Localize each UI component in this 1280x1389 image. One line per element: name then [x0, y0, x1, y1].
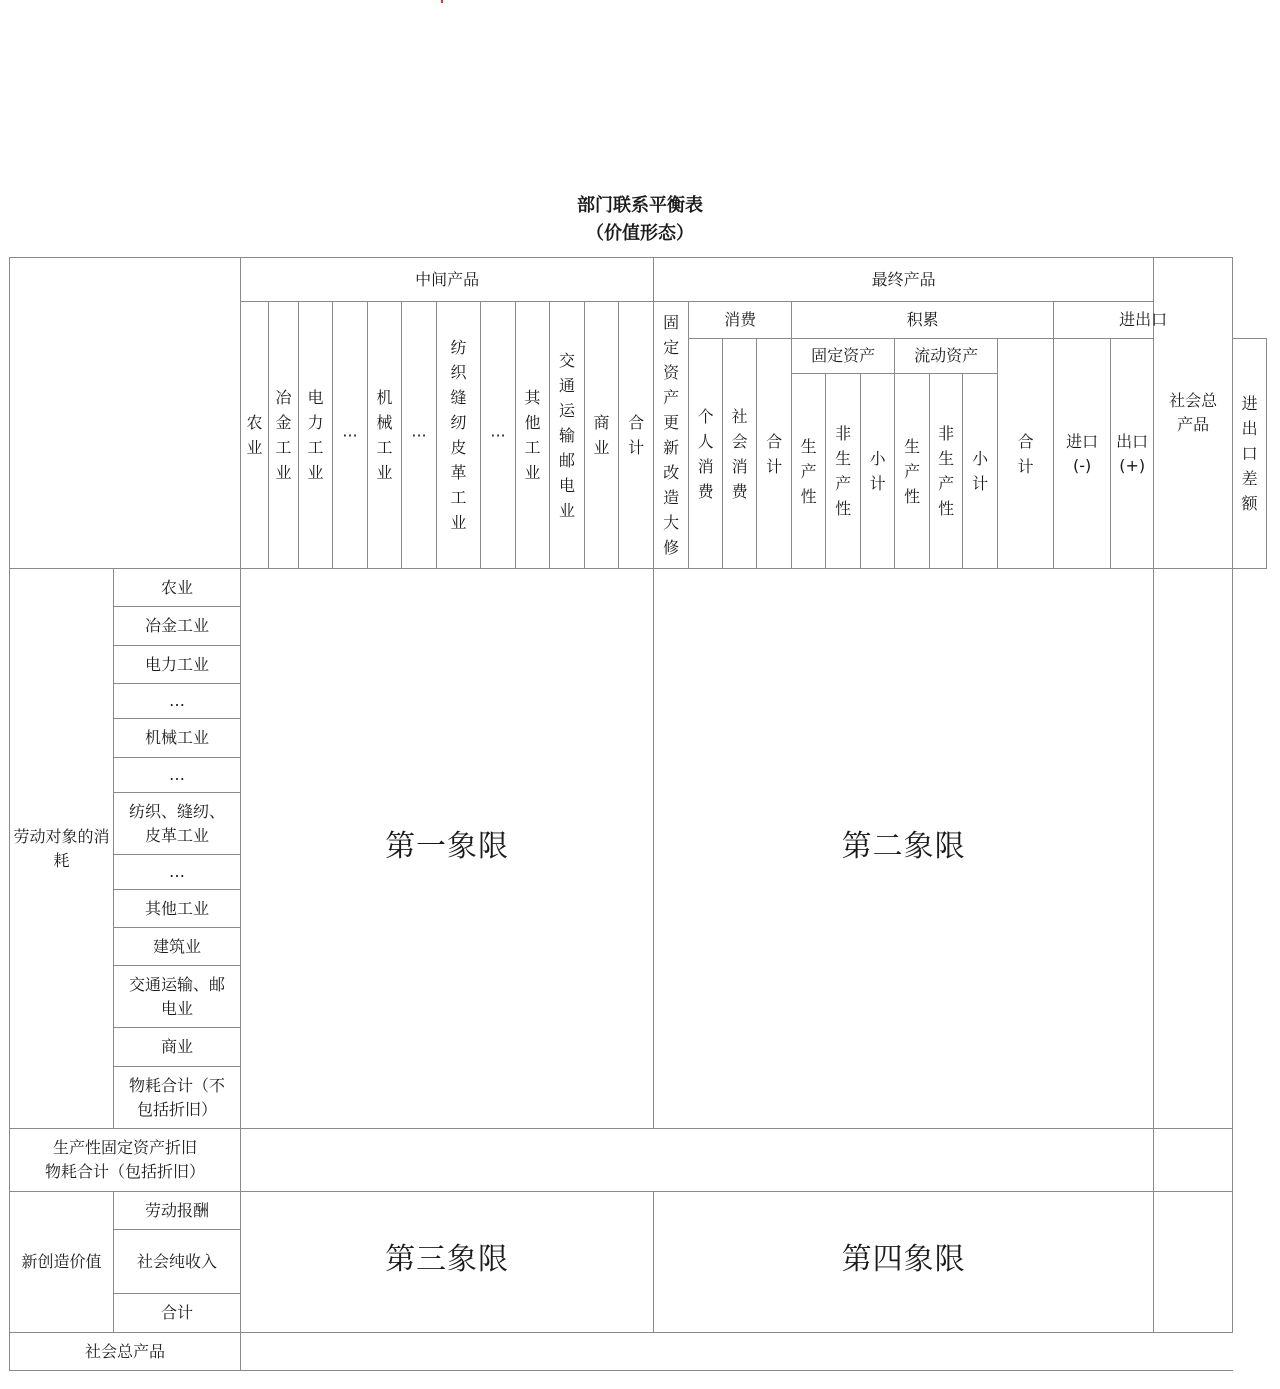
row-label-sector — [114, 793, 241, 855]
row-label-text: 纺织、缝纫、皮革工业 — [128, 801, 225, 845]
row-label-sector: 其他工业 — [114, 890, 241, 928]
col-label: 农业 — [246, 413, 263, 457]
row-label-depreciation-text: 生产性固定资产折旧 — [52, 1138, 197, 1157]
row-label-text: 物耗合计（不包括折旧） — [128, 1075, 225, 1119]
col-header-sector — [585, 302, 619, 569]
col-label: 机械工业 — [376, 388, 393, 482]
row-label-new-value-total: 合计 — [114, 1294, 241, 1333]
col-label: ··· — [411, 425, 427, 445]
col-label: 进口(-) — [1066, 431, 1099, 475]
row-label-sector: … — [114, 855, 241, 890]
col-header-sector — [437, 302, 481, 569]
col-header-sector — [269, 302, 299, 569]
col-header-sector — [619, 302, 654, 569]
table-title: 部门联系平衡表 — [577, 195, 703, 216]
col-header-fixed-asset-renewal — [654, 302, 689, 569]
row-label-material-total-incl: 物耗合计（包括折旧） — [44, 1162, 205, 1181]
col-label: 纺织缝纫皮革工业 — [450, 338, 467, 532]
depreciation-total-cell — [1154, 1129, 1233, 1192]
col-header-consumption-total — [757, 339, 792, 569]
col-label: 非生产性 — [938, 424, 955, 518]
col-label: 社会消费 — [731, 406, 748, 501]
row-label-sector — [114, 966, 241, 1028]
col-header-fixed-nonproductive — [826, 374, 861, 569]
total-social-product-col-q34 — [1154, 1192, 1233, 1333]
total-social-product-data-row — [241, 1333, 1233, 1371]
quadrant-1 — [241, 569, 654, 1129]
quadrant-label: 第一象限 — [385, 828, 510, 864]
row-label-sector: … — [114, 758, 241, 793]
row-label-sector: … — [114, 684, 241, 719]
col-label: 合计 — [766, 431, 783, 476]
col-header-sector — [550, 302, 585, 569]
row-label-sector: 机械工业 — [114, 719, 241, 758]
row-label-labor-compensation: 劳动报酬 — [114, 1192, 241, 1230]
quadrant-label: 第二象限 — [841, 828, 966, 864]
col-header-sector — [516, 302, 550, 569]
row-label-sector: 冶金工业 — [114, 607, 241, 646]
col-label: 小计 — [972, 449, 989, 493]
col-label: 电力工业 — [307, 388, 324, 482]
row-label-text: 交通运输、邮电业 — [128, 974, 225, 1018]
col-label: 个人消费 — [697, 406, 714, 501]
header-fixed-assets: 固定资产 — [792, 339, 895, 374]
col-label: 出口(+) — [1116, 431, 1149, 475]
col-header-current-productive — [895, 374, 930, 569]
header-accumulation: 积累 — [792, 302, 1054, 339]
col-label: 合计 — [628, 413, 645, 457]
col-header-sector — [241, 302, 269, 569]
row-label-social-net-income: 社会纯收入 — [114, 1230, 241, 1294]
quadrant-3 — [241, 1192, 654, 1333]
col-header-sector — [402, 302, 437, 569]
col-header-current-subtotal — [963, 374, 998, 569]
row-group-label: 劳动对象的消耗 — [13, 826, 110, 870]
col-label: ··· — [342, 425, 358, 445]
header-total-social-product-label: 社会总产品 — [1169, 391, 1218, 434]
header-final-products: 最终产品 — [654, 258, 1154, 302]
header-intermediate-products: 中间产品 — [241, 258, 654, 302]
col-label: 固定资产更新改造大修 — [663, 313, 680, 557]
col-label: 商业 — [593, 413, 610, 457]
row-label-total-social-product: 社会总产品 — [10, 1333, 241, 1371]
col-header-personal-consumption — [689, 339, 723, 569]
col-header-fixed-productive — [792, 374, 826, 569]
row-label-sector: 建筑业 — [114, 928, 241, 966]
quadrant-label: 第三象限 — [385, 1242, 510, 1277]
header-trade: 进出口 — [1054, 302, 1233, 339]
col-label: 生产性 — [800, 436, 817, 506]
col-header-import — [1054, 339, 1111, 569]
row-group-new-value: 新创造价值 — [10, 1192, 114, 1333]
row-label-material-total-excl — [114, 1067, 241, 1129]
col-header-sector — [481, 302, 516, 569]
stray-mark — [441, 0, 443, 3]
quadrant-4 — [654, 1192, 1154, 1333]
row-group-material-consumption — [10, 569, 114, 1129]
row-label-depreciation — [10, 1129, 241, 1192]
col-header-social-consumption — [723, 339, 757, 569]
col-header-sector — [333, 302, 368, 569]
col-header-current-nonproductive — [930, 374, 963, 569]
col-header-trade-balance — [1233, 339, 1267, 569]
header-corner — [10, 258, 241, 569]
depreciation-data-row — [241, 1129, 1154, 1192]
col-header-fixed-subtotal — [861, 374, 895, 569]
col-label: 交通运输邮电业 — [558, 350, 575, 520]
row-label-sector: 商业 — [114, 1028, 241, 1067]
col-label: 其他工业 — [524, 388, 541, 482]
col-label: ··· — [490, 425, 506, 445]
col-header-sector — [299, 302, 333, 569]
input-output-table — [9, 257, 1267, 1371]
col-header-export — [1111, 339, 1154, 569]
quadrant-label: 第四象限 — [841, 1242, 966, 1277]
table-subtitle: （价值形态） — [586, 223, 694, 244]
row-label-sector: 农业 — [114, 569, 241, 607]
col-label: 合计 — [1017, 431, 1034, 476]
col-header-sector — [368, 302, 402, 569]
col-label: 生产性 — [904, 436, 921, 506]
header-current-assets: 流动资产 — [895, 339, 998, 374]
row-label-sector: 电力工业 — [114, 646, 241, 684]
col-label: 非生产性 — [835, 424, 852, 518]
col-header-accumulation-total — [998, 339, 1054, 569]
col-label: 进出口差额 — [1241, 394, 1258, 513]
total-social-product-col-q12 — [1154, 569, 1233, 1129]
header-consumption: 消费 — [689, 302, 792, 339]
quadrant-2 — [654, 569, 1154, 1129]
col-label: 小计 — [869, 449, 886, 493]
col-label: 冶金工业 — [275, 388, 292, 482]
